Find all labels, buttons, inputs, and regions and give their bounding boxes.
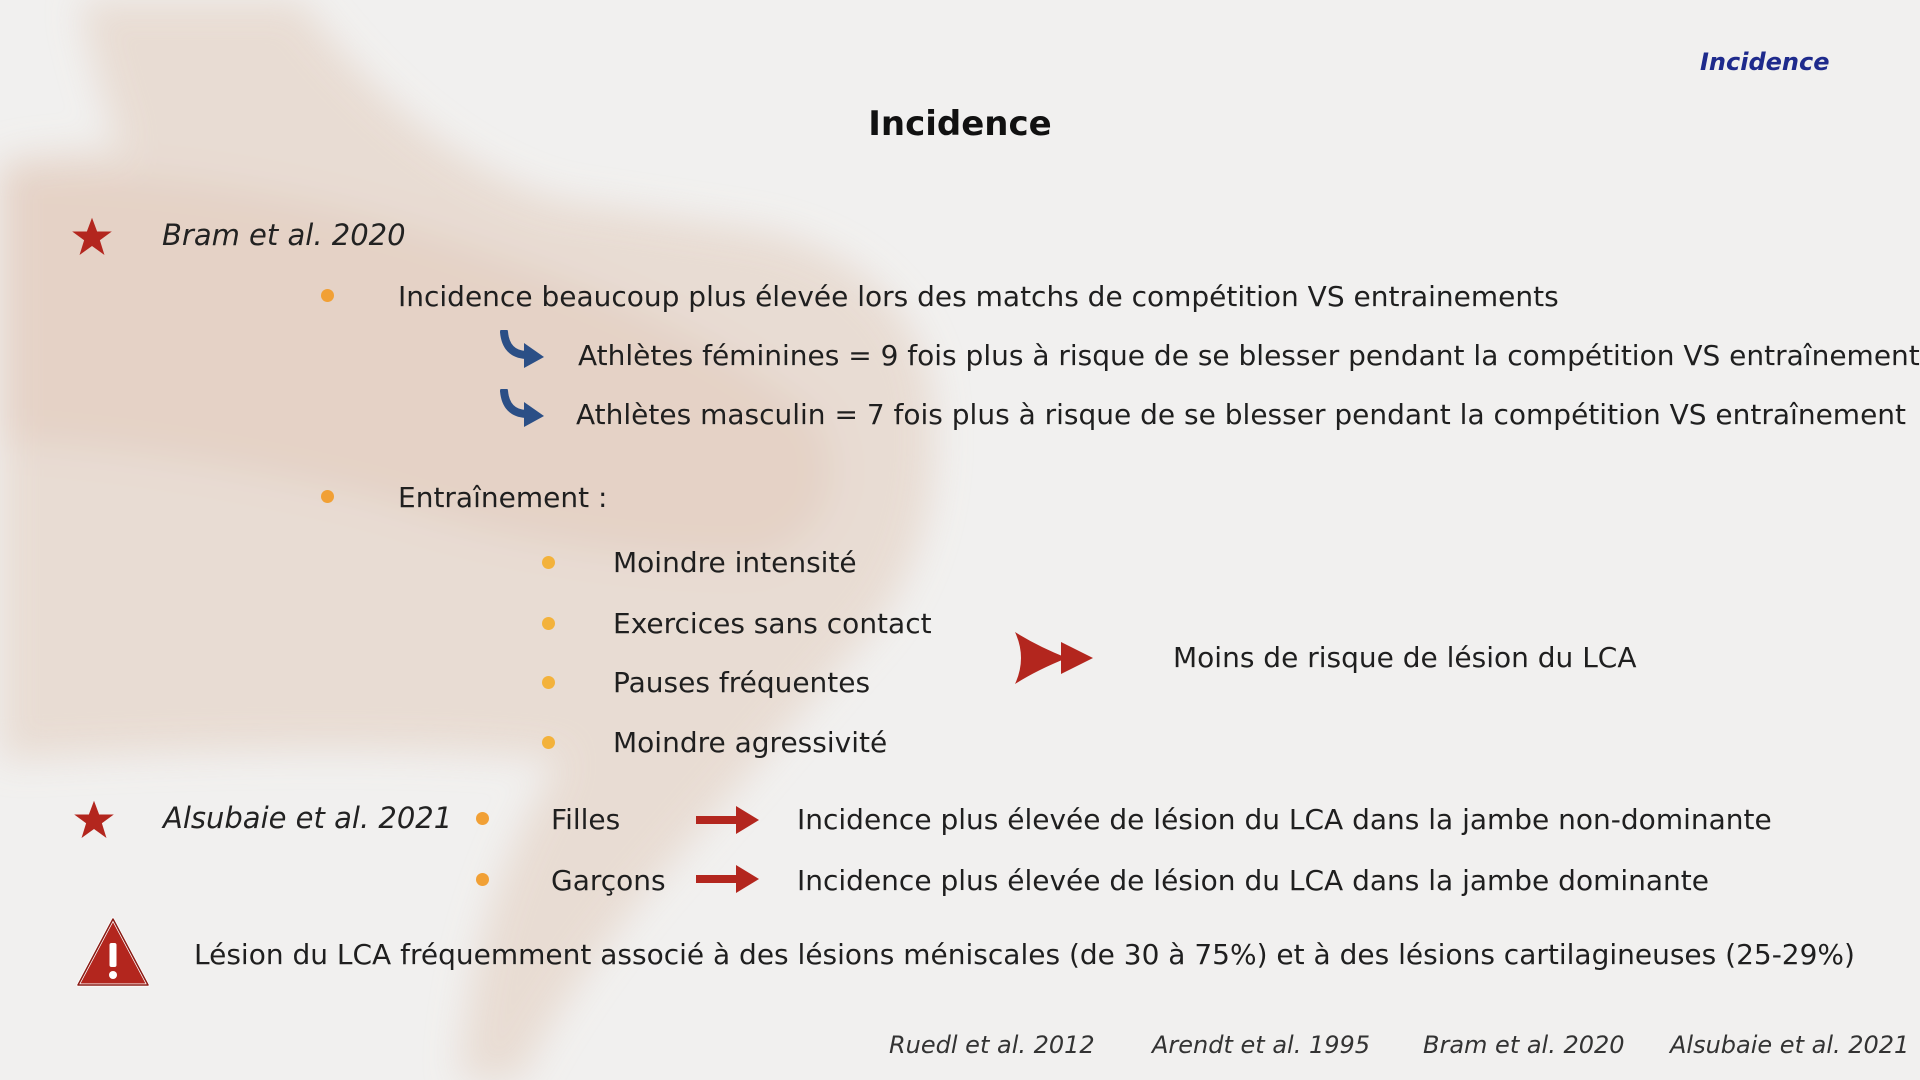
reference-bram-2020: Bram et al. 2020 [1423, 1031, 1625, 1059]
group-boys: Garçons [551, 864, 666, 897]
arrow-right-icon [696, 805, 760, 835]
sub-male-athletes-text: Athlètes masculin = 7 fois plus à risque de se blesser pendant la compétition VS entraînement [576, 398, 1907, 431]
corner-label: Incidence [1700, 48, 1830, 76]
training-item-2: Exercices sans contact [613, 607, 932, 640]
star-icon [70, 215, 114, 259]
citation-bram-2020: Bram et al. 2020 [162, 218, 406, 252]
sub-bullet-dot [542, 617, 555, 630]
bullet-dot [321, 289, 334, 302]
sub-bullet-dot [542, 676, 555, 689]
training-item-1: Moindre intensité [613, 546, 857, 579]
curved-arrow-icon [500, 330, 546, 370]
page-title: Incidence [868, 104, 1052, 144]
curved-arrow-icon [500, 389, 546, 429]
reference-arendt-1995: Arendt et al. 1995 [1152, 1031, 1371, 1059]
star-icon [72, 798, 116, 842]
sub-female-athletes-text: Athlètes féminines = 9 fois plus à risque de se blesser pendant la compétition VS entraînement [578, 339, 1920, 372]
training-item-3: Pauses fréquentes [613, 666, 871, 699]
reference-alsubaie-2021: Alsubaie et al. 2021 [1670, 1031, 1910, 1059]
double-chevron-arrow-icon [1015, 630, 1095, 686]
result-girls-text: Incidence plus élevée de lésion du LCA dans la jambe non-dominante [797, 803, 1772, 836]
conclusion-text: Moins de risque de lésion du LCA [1173, 641, 1637, 674]
warning-icon [75, 915, 151, 991]
sub-bullet-dot [542, 736, 555, 749]
bullet-dot [476, 873, 489, 886]
bullet-dot [321, 490, 334, 503]
bullet-dot [476, 812, 489, 825]
training-item-4: Moindre agressivité [613, 726, 888, 759]
bullet-training-text: Entraînement : [398, 481, 608, 514]
citation-alsubaie-2021: Alsubaie et al. 2021 [163, 801, 453, 835]
sub-bullet-dot [542, 556, 555, 569]
bullet-competition-text: Incidence beaucoup plus élevée lors des matchs de compétition VS entrainements [398, 280, 1559, 313]
group-girls: Filles [551, 803, 621, 836]
reference-ruedl-2012: Ruedl et al. 2012 [889, 1031, 1095, 1059]
warning-text: Lésion du LCA fréquemment associé à des lésions méniscales (de 30 à 75%) et à des lésions cartilagineuses (25-29%) [194, 938, 1855, 971]
arrow-right-icon [696, 864, 760, 894]
result-boys-text: Incidence plus élevée de lésion du LCA dans la jambe dominante [797, 864, 1709, 897]
